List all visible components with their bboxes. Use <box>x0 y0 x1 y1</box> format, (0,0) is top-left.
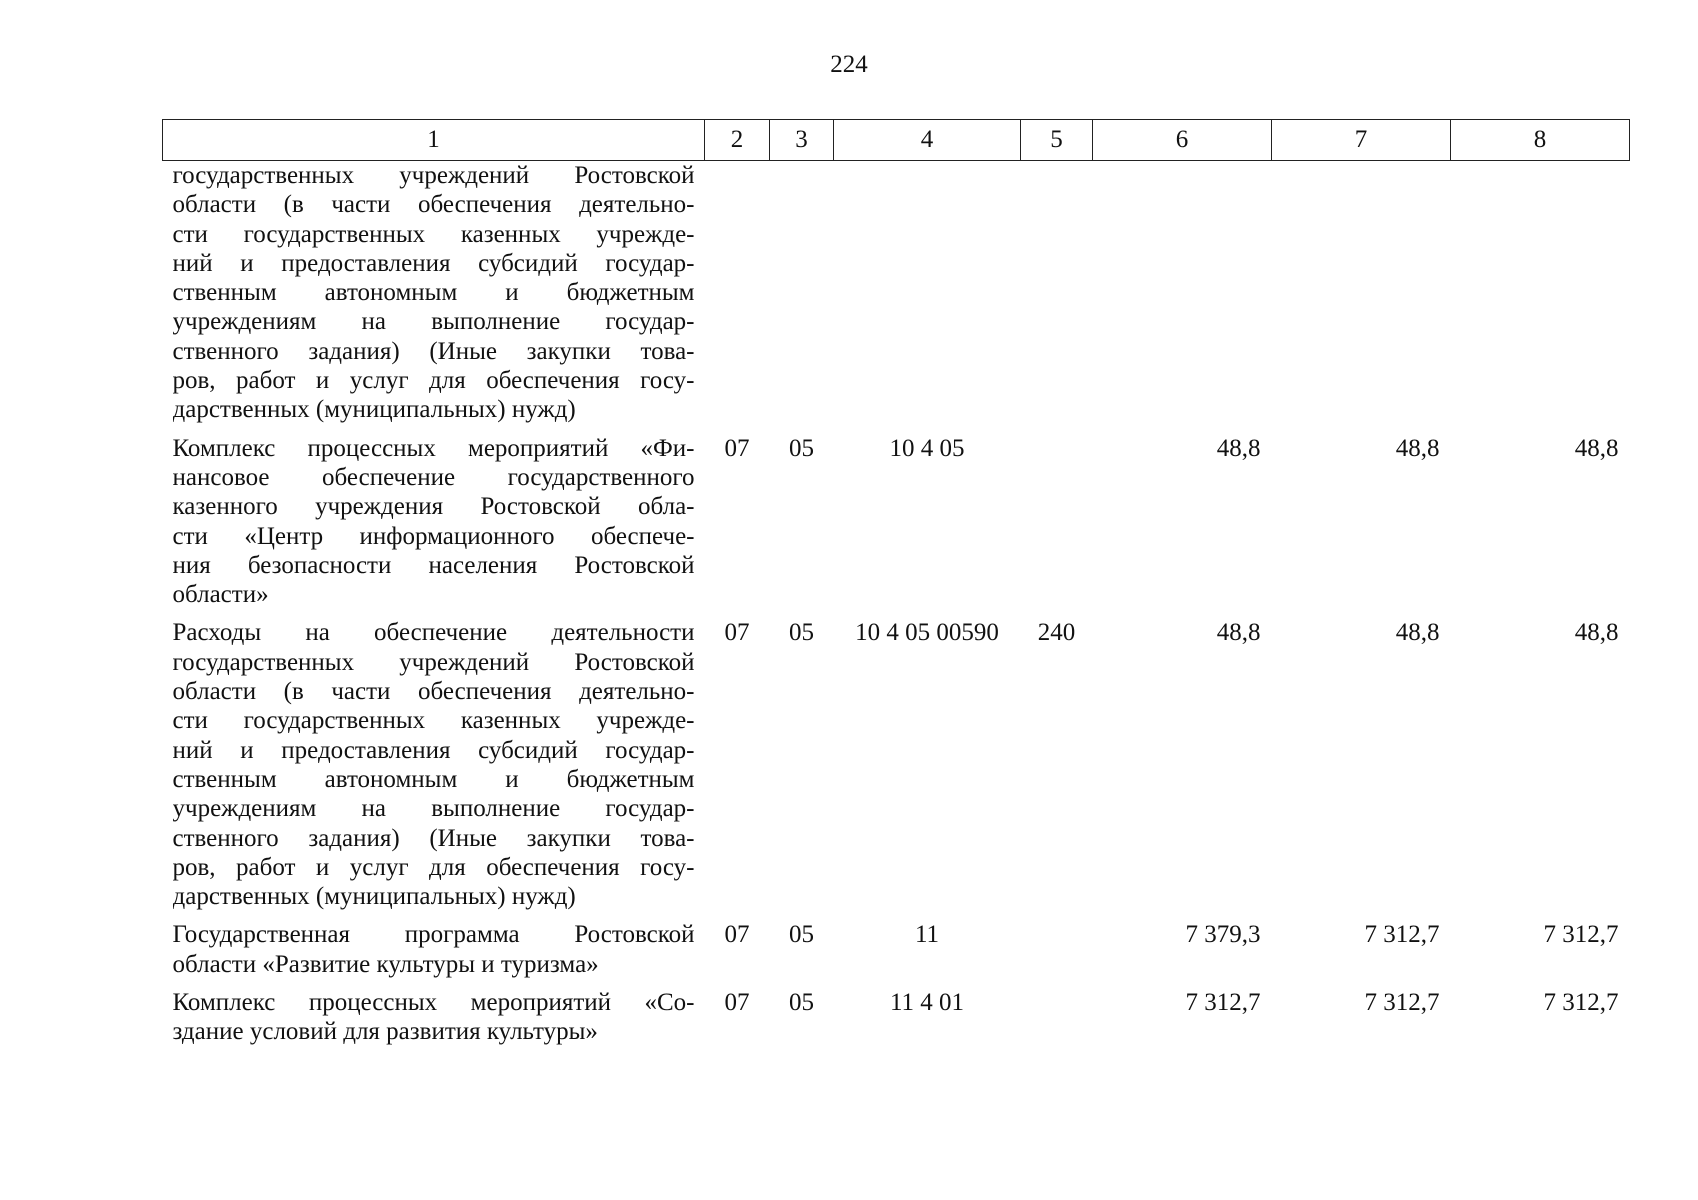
header-col-3: 3 <box>770 120 834 161</box>
header-col-4: 4 <box>834 120 1021 161</box>
row-name-line: сти государственных казенных учрежде- <box>172 707 695 735</box>
row-value-col6-cell: 48,8 <box>1216 434 1261 462</box>
row-expense-type-cell <box>1021 434 1093 619</box>
row-razdel-cell: 07 <box>724 619 750 647</box>
row-value-col8-cell: 48,8 <box>1574 619 1619 647</box>
table-body <box>163 161 1630 1047</box>
page-number: 224 <box>830 51 868 78</box>
row-value-col7-cell: 7 312,7 <box>1364 989 1440 1017</box>
row-podrazdel-cell: 05 <box>789 619 814 647</box>
header-col-2: 2 <box>705 120 770 161</box>
row-target-article-cell: 11 4 01 <box>889 989 965 1017</box>
row-razdel-cell: 07 <box>724 989 750 1017</box>
row-podrazdel-cell: 05 <box>789 989 814 1017</box>
row-name-line: ров, работ и услуг для обеспечения госу- <box>172 367 695 395</box>
row-name-line: нансовое обеспечение государственного <box>172 463 695 491</box>
row-name-line: области (в части обеспечения деятельно- <box>172 191 695 219</box>
header-col-1: 1 <box>163 120 705 161</box>
row-name-line: Государственная программа Ростовской <box>172 921 695 949</box>
row-name-line: ний и предоставления субсидий государ- <box>172 736 695 764</box>
row-name-line: Комплекс процессных мероприятий «Со- <box>172 989 695 1017</box>
header-col-5: 5 <box>1021 120 1093 161</box>
row-name-cell <box>163 920 705 988</box>
row-target-article-cell: 10 4 05 <box>889 434 965 462</box>
row-name-line: области» <box>172 581 269 609</box>
row-name-cell <box>163 161 705 434</box>
table-header <box>163 120 1630 161</box>
row-name-line: государственных учреждений Ростовской <box>172 648 695 676</box>
row-name-cell <box>163 988 705 1047</box>
row-value-col6-cell: 7 379,3 <box>1185 921 1261 949</box>
row-target-article-cell: 10 4 05 00590 <box>855 619 999 647</box>
row-name-line: сти «Центр информационного обеспече- <box>172 522 695 550</box>
row-expense-type-cell <box>1021 920 1093 988</box>
row-name-line: области (в части обеспечения деятельно- <box>172 678 695 706</box>
budget-table <box>162 119 1630 1047</box>
row-value-col8-cell: 7 312,7 <box>1543 989 1619 1017</box>
row-value-col6-cell: 48,8 <box>1216 619 1261 647</box>
row-expense-type-cell: 240 <box>1037 619 1076 647</box>
row-name-line: учреждениям на выполнение государ- <box>172 795 695 823</box>
row-value-col7-cell <box>1272 161 1451 434</box>
row-podrazdel-cell: 05 <box>789 921 814 949</box>
row-name-line: учреждениям на выполнение государ- <box>172 308 695 336</box>
row-expense-type-cell <box>1021 161 1093 434</box>
row-name-cell <box>163 434 705 619</box>
row-name-line: казенного учреждения Ростовской обла- <box>172 493 695 521</box>
row-name-cell <box>163 618 705 920</box>
row-name-line: государственных учреждений Ростовской <box>172 162 695 189</box>
row-value-col8-cell <box>1451 161 1630 434</box>
table-row <box>163 434 1630 619</box>
row-name-line: ственным автономным и бюджетным <box>172 765 695 793</box>
row-podrazdel-cell <box>770 161 834 434</box>
row-name-line: ственного задания) (Иные закупки това- <box>172 337 695 365</box>
row-name-line: ственного задания) (Иные закупки това- <box>172 824 695 852</box>
row-value-col6-cell: 7 312,7 <box>1185 989 1261 1017</box>
row-value-col6-cell <box>1093 161 1272 434</box>
row-value-col7-cell: 48,8 <box>1395 619 1440 647</box>
row-razdel-cell: 07 <box>724 921 750 949</box>
header-col-8: 8 <box>1451 120 1630 161</box>
row-target-article-cell <box>834 161 1021 434</box>
header-col-7: 7 <box>1272 120 1451 161</box>
row-value-col7-cell: 48,8 <box>1395 434 1440 462</box>
row-name-line: здание условий для развития культуры» <box>172 1018 598 1046</box>
row-name-line: ственным автономным и бюджетным <box>172 279 695 307</box>
row-razdel-cell: 07 <box>724 434 750 462</box>
row-name-line: сти государственных казенных учрежде- <box>172 220 695 248</box>
row-name-line: дарственных (муниципальных) нужд) <box>172 396 576 424</box>
row-name-line: Комплекс процессных мероприятий «Фи- <box>172 434 695 462</box>
row-value-col8-cell: 48,8 <box>1574 434 1619 462</box>
header-col-6: 6 <box>1093 120 1272 161</box>
row-target-article-cell: 11 <box>914 921 940 949</box>
row-value-col8-cell: 7 312,7 <box>1543 921 1619 949</box>
table-row <box>163 920 1630 988</box>
row-razdel-cell <box>705 161 770 434</box>
table-row <box>163 618 1630 920</box>
header-row <box>163 120 1630 161</box>
row-value-col7-cell: 7 312,7 <box>1364 921 1440 949</box>
row-podrazdel-cell: 05 <box>789 434 814 462</box>
row-name-line: области «Развитие культуры и туризма» <box>172 950 599 978</box>
row-name-line: Расходы на обеспечение деятельности <box>172 619 695 647</box>
table-row <box>163 988 1630 1047</box>
row-name-line: ний и предоставления субсидий государ- <box>172 249 695 277</box>
row-name-line: ров, работ и услуг для обеспечения госу- <box>172 853 695 881</box>
row-expense-type-cell <box>1021 988 1093 1047</box>
row-name-line: ния безопасности населения Ростовской <box>172 551 695 579</box>
table-row <box>163 161 1630 434</box>
row-name-line: дарственных (муниципальных) нужд) <box>172 883 576 911</box>
